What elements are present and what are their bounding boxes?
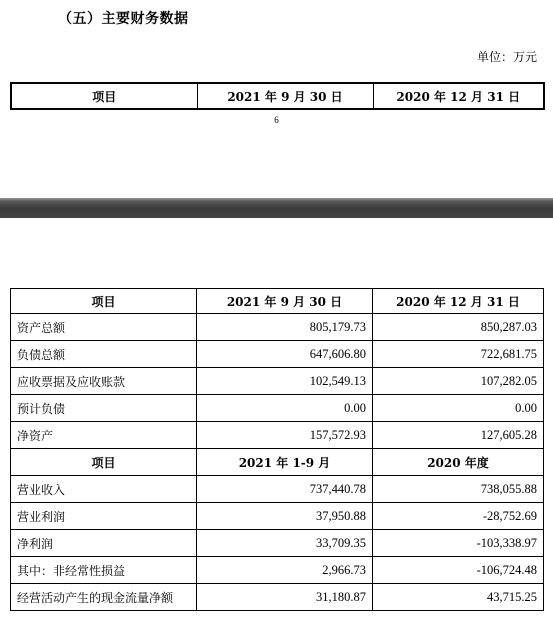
section-title: （五）主要财务数据 — [58, 11, 189, 27]
value-2021: 37,950.88 — [197, 503, 373, 530]
column-header-2021: 2021 年 9 月 30 日 — [197, 83, 373, 109]
column-header-2020: 2020 年 12 月 31 日 — [373, 83, 544, 109]
table-row — [11, 530, 544, 557]
column-header-item: 项目 — [11, 83, 197, 109]
row-label: 负债总额 — [11, 341, 197, 368]
table-subheader-row — [11, 449, 544, 476]
value-2021: 157,572.93 — [197, 422, 373, 449]
column-header-2021-period: 2021 年 1-9 月 — [197, 449, 373, 476]
value-2020: 850,287.03 — [373, 314, 544, 341]
value-2020: 127,605.28 — [373, 422, 544, 449]
value-2020: -103,338.97 — [373, 530, 544, 557]
row-label: 应收票据及应收账款 — [11, 368, 197, 395]
value-2020: 43,715.25 — [373, 584, 544, 611]
page-number: 6 — [274, 115, 279, 125]
value-2021: 647,606.80 — [197, 341, 373, 368]
value-2021: 805,179.73 — [197, 314, 373, 341]
row-label: 净利润 — [11, 530, 197, 557]
table-row — [11, 557, 544, 584]
table-row — [11, 341, 544, 368]
value-2021: 2,966.73 — [197, 557, 373, 584]
row-label: 净资产 — [11, 422, 197, 449]
table-row — [11, 422, 544, 449]
table-row — [11, 314, 544, 341]
value-2021: 33,709.35 — [197, 530, 373, 557]
financial-data-table — [10, 288, 544, 611]
row-label: 资产总额 — [11, 314, 197, 341]
value-2021: 31,180.87 — [197, 584, 373, 611]
row-label: 预计负债 — [11, 395, 197, 422]
value-2021: 0.00 — [197, 395, 373, 422]
value-2020: 722,681.75 — [373, 341, 544, 368]
table-row — [11, 503, 544, 530]
value-2021: 102,549.13 — [197, 368, 373, 395]
column-header-item: 项目 — [11, 449, 197, 476]
table-row — [11, 476, 544, 503]
table-header-preview — [10, 82, 545, 110]
value-2020: 107,282.05 — [373, 368, 544, 395]
table-row — [11, 368, 544, 395]
value-2021: 737,440.78 — [197, 476, 373, 503]
table-header-row — [11, 289, 544, 314]
column-header-2020: 2020 年 12 月 31 日 — [373, 289, 544, 314]
value-2020: -28,752.69 — [373, 503, 544, 530]
column-header-item: 项目 — [11, 289, 197, 314]
value-2020: 738,055.88 — [373, 476, 544, 503]
row-label: 营业收入 — [11, 476, 197, 503]
table-row — [11, 395, 544, 422]
page-separator — [0, 198, 553, 218]
column-header-2021: 2021 年 9 月 30 日 — [197, 289, 373, 314]
value-2020: -106,724.48 — [373, 557, 544, 584]
row-label: 其中：非经常性损益 — [11, 557, 197, 584]
table-row — [11, 584, 544, 611]
value-2020: 0.00 — [373, 395, 544, 422]
column-header-2020-year: 2020 年度 — [373, 449, 544, 476]
row-label: 营业利润 — [11, 503, 197, 530]
row-label: 经营活动产生的现金流量净额 — [11, 584, 197, 611]
unit-label: 单位：万元 — [476, 50, 537, 64]
